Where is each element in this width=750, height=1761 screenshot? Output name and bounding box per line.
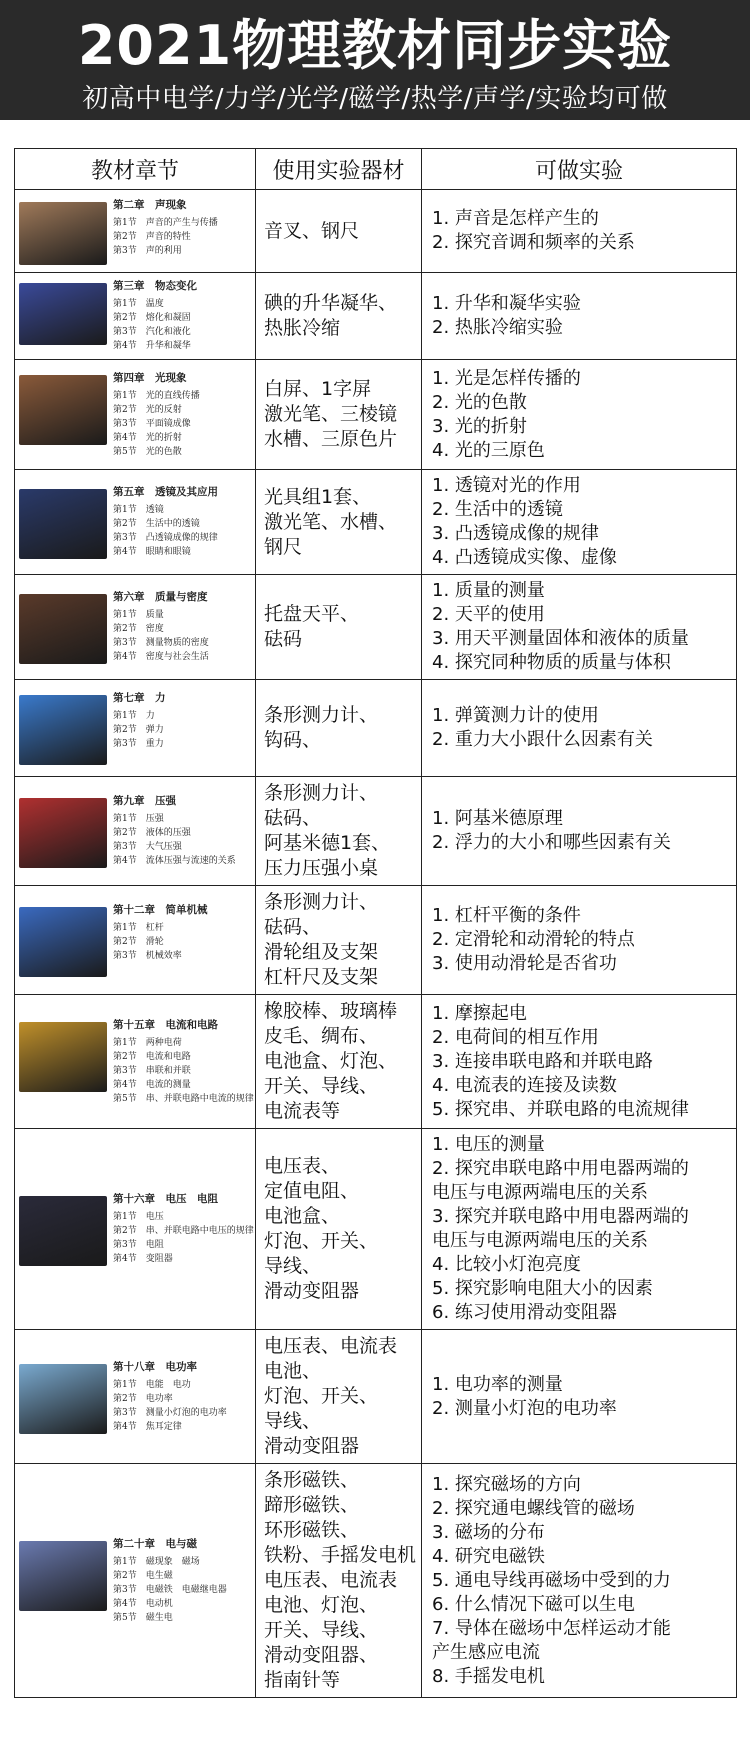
equipment-item: 铁粉、手摇发电机 (264, 1544, 417, 1566)
chapter-section: 第3节 大气压强 (113, 842, 182, 852)
experiment-item: 2. 重力大小跟什么因素有关 (432, 729, 653, 750)
equipment-item: 灯泡、开关、 (264, 1385, 379, 1407)
chapter-toc (113, 371, 200, 459)
chapter-section: 第2节 熔化和凝固 (113, 313, 191, 323)
equipment-item: 碘的升华凝华、 (264, 292, 398, 314)
page-subtitle: 初高中电学/力学/光学/磁学/热学/声学/实验均可做 (82, 84, 668, 114)
equipment-item: 滑动变阻器 (264, 1280, 360, 1302)
table-header-row (15, 149, 737, 190)
chapter-section: 第5节 光的色散 (113, 446, 182, 457)
equipment-cell (256, 1129, 422, 1330)
column-header-experiments: 可做实验 (422, 149, 737, 190)
chapter-section: 第3节 测量物质的密度 (113, 638, 209, 648)
experiment-item: 2. 生活中的透镜 (432, 499, 563, 520)
equipment-item: 阿基米德1套、 (264, 832, 391, 854)
chapter-toc (113, 485, 218, 559)
chapter-thumbnail (19, 1537, 251, 1625)
experiment-item: 6. 什么情况下磁可以生电 (432, 1593, 635, 1615)
equipment-item: 蹄形磁铁、 (264, 1494, 360, 1516)
experiment-item: 4. 探究同种物质的质量与体积 (432, 652, 671, 673)
equipment-item: 皮毛、绸布、 (264, 1025, 379, 1047)
chapter-section: 第3节 测量小灯泡的电功率 (113, 1407, 227, 1418)
chapter-thumbnail (19, 691, 251, 765)
chapter-section: 第1节 力 (113, 711, 155, 721)
chapter-thumbnail (19, 279, 251, 353)
equipment-item: 压力压强小桌 (264, 857, 379, 879)
chapter-title: 第九章 压强 (113, 795, 176, 807)
chapter-title: 第十八章 电功率 (113, 1360, 197, 1373)
chapter-section: 第1节 透镜 (113, 505, 164, 515)
chapter-section: 第1节 杠杆 (113, 923, 164, 933)
chapter-section: 第2节 声音的特性 (113, 231, 191, 242)
equipment-item: 砝码、 (264, 916, 322, 938)
equipment-item: 灯泡、开关、 (264, 1230, 379, 1252)
chapter-section: 第4节 焦耳定律 (113, 1421, 182, 1432)
chapter-section: 第4节 流体压强与流速的关系 (113, 856, 236, 866)
chapter-section: 第1节 质量 (113, 610, 164, 620)
chapter-section: 第4节 密度与社会生活 (113, 652, 209, 662)
experiment-item: 1. 杠杆平衡的条件 (432, 905, 581, 926)
chapter-section: 第4节 光的折射 (113, 432, 182, 443)
experiment-item: 2. 测量小灯泡的电功率 (432, 1397, 617, 1419)
experiment-item: 1. 电压的测量 (432, 1134, 545, 1155)
chapter-cell (15, 777, 256, 886)
equipment-item: 电池盒、灯泡、 (264, 1050, 398, 1072)
aurora-photo (19, 1541, 107, 1611)
experiment-item: 2. 探究音调和频率的关系 (432, 232, 635, 253)
chapter-toc (113, 279, 197, 353)
experiment-item: 4. 凸透镜成实像、虚像 (432, 547, 617, 568)
equipment-item: 钢尺 (264, 535, 303, 558)
chapter-section: 第4节 电流的测量 (113, 1079, 191, 1090)
chapter-section: 第2节 电流和电路 (113, 1051, 191, 1062)
experiment-item: 5. 探究串、并联电路的电流规律 (432, 1098, 689, 1120)
chapter-thumbnail (19, 1018, 254, 1106)
chapter-section: 第2节 串、并联电路中电压的规律 (113, 1226, 254, 1236)
table-row (15, 470, 737, 575)
experiment-item: 2. 电荷间的相互作用 (432, 1026, 599, 1048)
experiment-item: 1. 探究磁场的方向 (432, 1473, 581, 1495)
chapter-title: 第二章 声现象 (113, 198, 187, 211)
chapter-section: 第1节 声音的产生与传播 (113, 217, 218, 228)
chapter-section: 第1节 电能 电功 (113, 1379, 191, 1390)
experiment-item: 2. 天平的使用 (432, 604, 545, 625)
experiment-item: 4. 研究电磁铁 (432, 1545, 545, 1567)
equipment-cell (256, 1464, 422, 1698)
chapter-section: 第2节 电功率 (113, 1393, 173, 1404)
chapter-toc (113, 903, 208, 963)
experiment-item: 1. 摩擦起电 (432, 1002, 527, 1024)
chapter-section: 第1节 两种电荷 (113, 1037, 182, 1048)
chapter-cell (15, 360, 256, 470)
experiment-item: 3. 光的折射 (432, 415, 527, 437)
chapter-section: 第2节 弹力 (113, 725, 164, 735)
equipment-cell (256, 190, 422, 273)
equipment-item: 电池盒、 (264, 1205, 341, 1227)
chapter-cell (15, 190, 256, 273)
equipment-item: 热胀冷缩 (264, 317, 341, 339)
chapter-thumbnail (19, 485, 251, 559)
experiment-item: 3. 磁场的分布 (432, 1521, 545, 1543)
equipment-cell (256, 680, 422, 777)
equipment-cell (256, 995, 422, 1129)
chapter-cell (15, 575, 256, 680)
chapter-title: 第五章 透镜及其应用 (113, 486, 218, 498)
table-row (15, 777, 737, 886)
chapter-cell (15, 1330, 256, 1464)
frost-photo (19, 283, 107, 345)
equipment-item: 音叉、钢尺 (264, 219, 360, 242)
chapter-title: 第六章 质量与密度 (113, 591, 208, 603)
experiment-item: 3. 使用动滑轮是否省功 (432, 953, 617, 974)
experiment-item: 电压与电源两端电压的关系 (432, 1230, 648, 1251)
experiment-item: 1. 弹簧测力计的使用 (432, 705, 599, 726)
equipment-item: 开关、导线、 (264, 1619, 379, 1641)
chapter-section: 第4节 变阻器 (113, 1254, 173, 1264)
experiments-cell (422, 886, 737, 995)
chapter-title: 第三章 物态变化 (113, 280, 197, 292)
chapter-section: 第3节 重力 (113, 739, 164, 749)
column-header-equipment: 使用实验器材 (256, 149, 422, 190)
experiments-cell (422, 1129, 737, 1330)
equipment-item: 电池、灯泡、 (264, 1594, 379, 1616)
chapter-section: 第2节 生活中的透镜 (113, 519, 200, 529)
chapter-thumbnail (19, 371, 251, 459)
equipment-item: 条形测力计、 (264, 782, 379, 804)
chapter-title: 第十五章 电流和电路 (113, 1018, 218, 1031)
experiments-cell (422, 470, 737, 575)
experiments-cell (422, 360, 737, 470)
equipment-item: 光具组1套、 (264, 485, 372, 508)
table-body (15, 190, 737, 1698)
equipment-item: 滑轮组及支架 (264, 941, 379, 963)
experiment-item: 3. 凸透镜成像的规律 (432, 523, 599, 544)
equipment-cell (256, 273, 422, 360)
experiment-item: 3. 探究并联电路中用电器两端的 (432, 1206, 689, 1227)
experiments-cell (422, 273, 737, 360)
experiment-item: 6. 练习使用滑动变阻器 (432, 1302, 617, 1323)
experiments-cell (422, 1464, 737, 1698)
experiment-item: 2. 探究通电螺线管的磁场 (432, 1497, 635, 1519)
chapter-section: 第2节 光的反射 (113, 404, 182, 415)
equipment-cell (256, 1330, 422, 1464)
equipment-item: 砝码 (264, 628, 303, 650)
equipment-item: 水槽、三原色片 (264, 428, 398, 450)
chapter-title: 第十二章 简单机械 (113, 904, 208, 916)
equipment-item: 电压表、电流表 (264, 1569, 398, 1591)
chapter-title: 第七章 力 (113, 692, 166, 704)
experiment-item: 4. 电流表的连接及读数 (432, 1074, 617, 1096)
table-row (15, 360, 737, 470)
chapter-section: 第2节 滑轮 (113, 937, 164, 947)
lightning-photo (19, 1196, 107, 1266)
table-row (15, 1330, 737, 1464)
equipment-cell (256, 360, 422, 470)
chapter-section: 第3节 声的利用 (113, 245, 182, 256)
robot-arm-photo (19, 907, 107, 977)
chapter-title: 第四章 光现象 (113, 371, 187, 384)
chapter-section: 第4节 升华和凝华 (113, 341, 191, 351)
page-header (0, 0, 750, 120)
equipment-item: 电池、 (264, 1360, 322, 1382)
rainbow-photo (19, 375, 107, 445)
experiment-item: 3. 用天平测量固体和液体的质量 (432, 628, 689, 649)
chapter-section: 第3节 机械效率 (113, 951, 182, 961)
equipment-cell (256, 886, 422, 995)
chapter-thumbnail (19, 1192, 254, 1266)
table-row (15, 1129, 737, 1330)
chapter-section: 第5节 磁生电 (113, 1612, 173, 1623)
chapter-section: 第1节 光的直线传播 (113, 390, 200, 401)
table-row (15, 1464, 737, 1698)
table-row (15, 680, 737, 777)
windmill-photo (19, 1364, 107, 1434)
equipment-item: 定值电阻、 (264, 1180, 360, 1202)
equipment-item: 白屏、1字屏 (264, 378, 372, 400)
chapter-section: 第3节 凸透镜成像的规律 (113, 533, 218, 543)
chapter-cell (15, 886, 256, 995)
experiments-cell (422, 680, 737, 777)
equipment-item: 滑动变阻器 (264, 1435, 360, 1457)
chapter-cell (15, 680, 256, 777)
chapter-thumbnail (19, 198, 251, 265)
experiment-item: 产生感应电流 (432, 1641, 540, 1663)
chapter-section: 第2节 电生磁 (113, 1570, 173, 1581)
equipment-item: 托盘天平、 (264, 603, 360, 625)
experiment-item: 1. 光是怎样传播的 (432, 367, 581, 389)
table-row (15, 273, 737, 360)
column-header-chapter: 教材章节 (15, 149, 256, 190)
chapter-thumbnail (19, 903, 251, 977)
equipment-item: 指南针等 (264, 1669, 341, 1691)
chapter-cell (15, 995, 256, 1129)
experiment-item: 1. 升华和凝华实验 (432, 293, 581, 314)
chapter-toc (113, 198, 218, 258)
chapter-section: 第3节 电磁铁 电磁继电器 (113, 1584, 227, 1595)
experiment-item: 1. 阿基米德原理 (432, 808, 563, 829)
equipment-item: 电压表、电流表 (264, 1335, 398, 1357)
experiment-item: 4. 比较小灯泡亮度 (432, 1254, 581, 1275)
experiments-cell (422, 575, 737, 680)
chapter-cell (15, 470, 256, 575)
chapter-cell (15, 273, 256, 360)
equipment-item: 砝码、 (264, 807, 322, 829)
equipment-item: 条形磁铁、 (264, 1469, 360, 1491)
chapter-toc (113, 1537, 227, 1625)
equipment-cell (256, 777, 422, 886)
chapter-section: 第3节 电阻 (113, 1240, 164, 1250)
experiment-item: 2. 光的色散 (432, 391, 527, 413)
table-row (15, 190, 737, 273)
chapter-section: 第4节 电动机 (113, 1598, 173, 1609)
lights-photo (19, 1022, 107, 1092)
equipment-item: 条形测力计、 (264, 891, 379, 913)
experiment-item: 5. 探究影响电阻大小的因素 (432, 1278, 653, 1299)
equipment-item: 环形磁铁、 (264, 1519, 360, 1541)
experiment-table (14, 148, 737, 1698)
experiment-item: 5. 通电导线再磁场中受到的力 (432, 1569, 671, 1591)
chapter-section: 第3节 平面镜成像 (113, 418, 191, 429)
experiment-item: 7. 导体在磁场中怎样运动才能 (432, 1617, 671, 1639)
equipment-item: 电压表、 (264, 1155, 341, 1177)
equipment-cell (256, 470, 422, 575)
equipment-item: 导线、 (264, 1255, 322, 1277)
experiments-cell (422, 777, 737, 886)
chapter-section: 第1节 磁现象 磁场 (113, 1556, 200, 1567)
chapter-toc (113, 590, 209, 664)
chapter-section: 第3节 串联和并联 (113, 1065, 191, 1076)
experiment-item: 2. 热胀冷缩实验 (432, 317, 563, 338)
chapter-section: 第5节 串、并联电路中电流的规律 (113, 1093, 254, 1104)
chapter-title: 第二十章 电与磁 (113, 1537, 197, 1550)
equipment-item: 钩码、 (264, 729, 322, 751)
equipment-item: 橡胶棒、玻璃棒 (264, 1000, 398, 1022)
experiment-item: 2. 浮力的大小和哪些因素有关 (432, 832, 671, 853)
equipment-item: 条形测力计、 (264, 704, 379, 726)
table-row (15, 995, 737, 1129)
chapter-section: 第2节 密度 (113, 624, 164, 634)
space-photo (19, 489, 107, 559)
chapter-toc (113, 1192, 254, 1266)
chapter-section: 第1节 电压 (113, 1212, 164, 1222)
chapter-cell (15, 1464, 256, 1698)
chapter-section: 第4节 眼睛和眼镜 (113, 547, 191, 557)
submarine-photo (19, 798, 107, 868)
page-title: 2021物理教材同步实验 (77, 14, 673, 77)
experiment-table-wrapper (14, 148, 736, 1698)
chapter-toc (113, 794, 236, 868)
chapter-toc (113, 1018, 254, 1106)
chapter-section: 第1节 压强 (113, 814, 164, 824)
table-row (15, 886, 737, 995)
equipment-item: 杠杆尺及支架 (264, 966, 379, 988)
animals-photo (19, 202, 107, 265)
chapter-toc (113, 1360, 227, 1434)
chapter-cell (15, 1129, 256, 1330)
equipment-item: 导线、 (264, 1410, 322, 1432)
experiment-item: 2. 定滑轮和动滑轮的特点 (432, 929, 635, 950)
climber-photo (19, 695, 107, 765)
experiment-item: 1. 声音是怎样产生的 (432, 208, 599, 229)
equipment-item: 激光笔、水槽、 (264, 510, 398, 533)
table-row (15, 575, 737, 680)
chapter-section: 第3节 汽化和液化 (113, 327, 191, 337)
chapter-section: 第1节 温度 (113, 299, 164, 309)
equipment-item: 激光笔、三棱镜 (264, 403, 398, 425)
equipment-item: 电流表等 (264, 1100, 341, 1122)
chapter-thumbnail (19, 590, 251, 664)
experiment-item: 1. 透镜对光的作用 (432, 475, 581, 496)
experiment-item: 电压与电源两端电压的关系 (432, 1182, 648, 1203)
experiments-cell (422, 1330, 737, 1464)
experiments-cell (422, 190, 737, 273)
experiment-item: 4. 光的三原色 (432, 439, 545, 461)
chapter-section: 第2节 液体的压强 (113, 828, 191, 838)
chapter-toc (113, 691, 166, 751)
people-photo (19, 594, 107, 664)
experiment-item: 1. 电功率的测量 (432, 1373, 563, 1395)
chapter-thumbnail (19, 1360, 251, 1434)
chapter-thumbnail (19, 794, 251, 868)
equipment-cell (256, 575, 422, 680)
chapter-title: 第十六章 电压 电阻 (113, 1193, 218, 1205)
experiment-item: 8. 手摇发电机 (432, 1665, 545, 1687)
experiment-item: 1. 质量的测量 (432, 580, 545, 601)
experiment-item: 2. 探究串联电路中用电器两端的 (432, 1158, 689, 1179)
equipment-item: 滑动变阻器、 (264, 1644, 379, 1666)
equipment-item: 开关、导线、 (264, 1075, 379, 1097)
experiment-item: 3. 连接串联电路和并联电路 (432, 1050, 653, 1072)
experiments-cell (422, 995, 737, 1129)
